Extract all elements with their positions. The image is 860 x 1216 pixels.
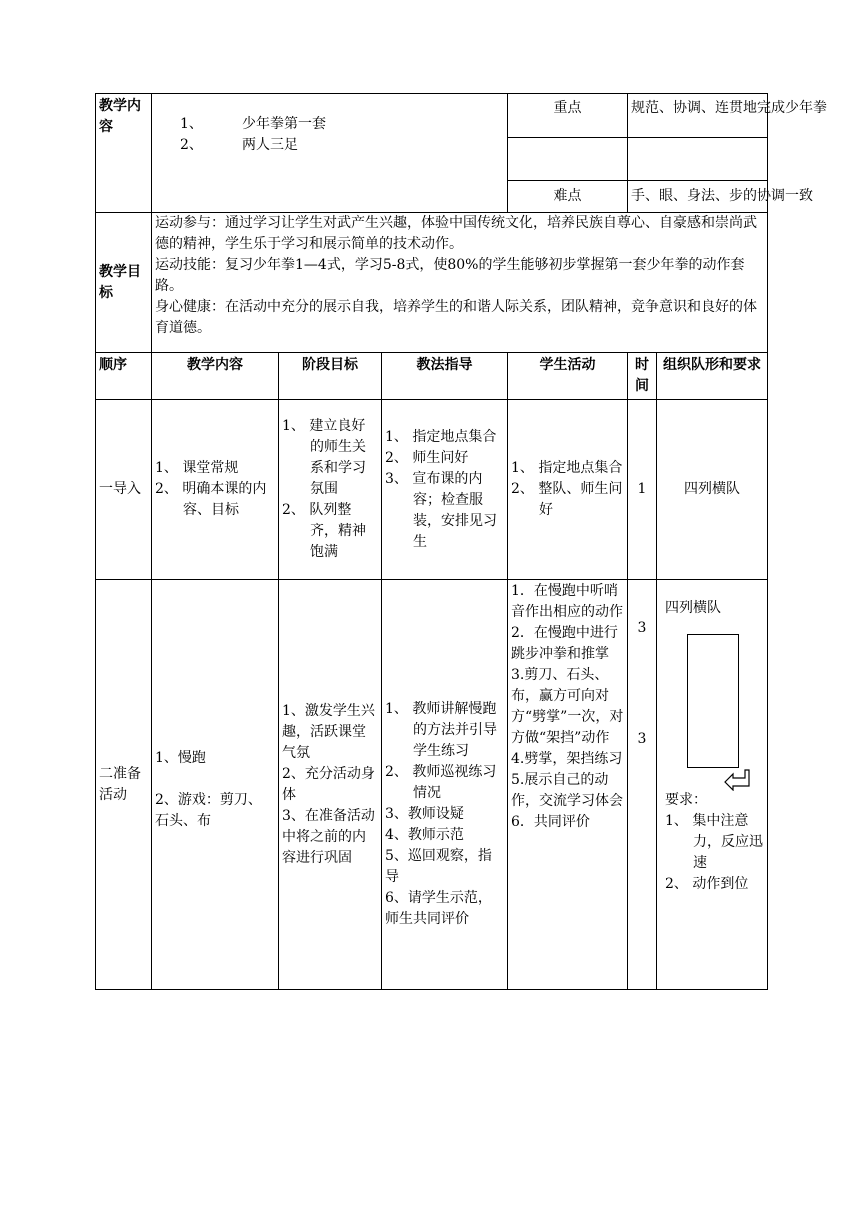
lesson-plan-table [95,93,828,990]
method-cell: 1、 教师讲解慢跑的方法并引导学生练习 2、 教师巡视练习情况 3、教师设疑 4、教师示范 5、巡回观察，指导 6、请学生示范，师生共同评价 [382,580,508,990]
content-label: 教学内容 [96,94,152,213]
difficulty-label: 难点 [508,181,628,213]
objective-participation: 运动参与：通过学习让学生对武产生兴趣，体验中国传统文化，培养民族自尊心、自豪感和崇尚武德的精神，学生乐于学习和展示简单的技术动作。 [155,215,757,252]
time-cell [628,580,657,990]
lesson-plan [95,93,828,990]
formation-cell [657,580,768,990]
table-row [96,580,768,990]
time-value-1: 3 [637,620,647,636]
key-point: 规范、协调、连贯地完成少年拳 [628,94,768,138]
formation-rectangle [687,634,739,768]
formation-title: 四列横队 [665,600,722,616]
formation-diagram [665,598,764,788]
col-header-formation: 组织队形和要求 [657,353,768,400]
empty-cell [508,138,628,181]
difficulty: 手、眼、身法、步的协调一致 [628,181,768,213]
col-header-method: 教法指导 [382,353,508,400]
goal-cell: 1、 建立良好的师生关系和学习氛围 2、 队列整齐，精神饱满 [279,400,382,580]
goal-cell: 1、激发学生兴趣，活跃课堂气氛 2、充分活动身体 3、在准备活动中将之前的内容进行巩固 [279,580,382,990]
content-item-2: 2、 两人三足 [180,137,298,153]
activity-cell: 1．在慢跑中听哨音作出相应的动作 2．在慢跑中进行跳步冲拳和推掌 3.剪刀、石头、布，赢方可向对方“劈掌”一次，对方做“架挡”动作 4.劈掌，架挡练习 5.展示自己的动作，交流学习体会 6．共同评价 [508,580,628,990]
requirement-2: 2、 动作到位 [665,876,749,892]
time-cell: 1 [628,400,657,580]
col-header-goal: 阶段目标 [279,353,382,400]
col-header-time: 时间 [628,353,657,400]
arrow-icon [723,769,751,791]
objectives-label: 教学目标 [96,213,152,353]
requirement-1: 1、 集中注意力，反应迅速 [665,813,764,871]
content-items [152,94,508,213]
time-value-2: 3 [637,731,647,747]
method-cell: 1、 指定地点集合 2、 师生问好 3、 宣布课的内容；检查服装，安排见习生 [382,400,508,580]
col-header-order: 顺序 [96,353,152,400]
order-cell: 二准备活动 [96,580,152,990]
activity-cell: 1、 指定地点集合 2、 整队、师生问好 [508,400,628,580]
key-point-label: 重点 [508,94,628,138]
content-cell: 1、 课堂常规 2、 明确本课的内容、目标 [152,400,279,580]
table-row [96,400,768,580]
col-header-activity: 学生活动 [508,353,628,400]
col-header-content: 教学内容 [152,353,279,400]
objectives-text [152,213,768,353]
order-cell: 一导入 [96,400,152,580]
objective-skill: 运动技能：复习少年拳1—4式，学习5-8式，使80%的学生能够初步掌握第一套少年拳的动作套路。 [155,257,745,294]
requirements-label: 要求： [665,792,708,808]
objective-health: 身心健康：在活动中充分的展示自我，培养学生的和谐人际关系，团队精神，竞争意识和良好的体育道德。 [155,299,757,336]
content-cell: 1、慢跑 2、游戏：剪刀、石头、布 [152,580,279,990]
formation-cell: 四列横队 [657,400,768,580]
content-item-1: 1、 少年拳第一套 [180,116,326,132]
empty-cell [628,138,768,181]
